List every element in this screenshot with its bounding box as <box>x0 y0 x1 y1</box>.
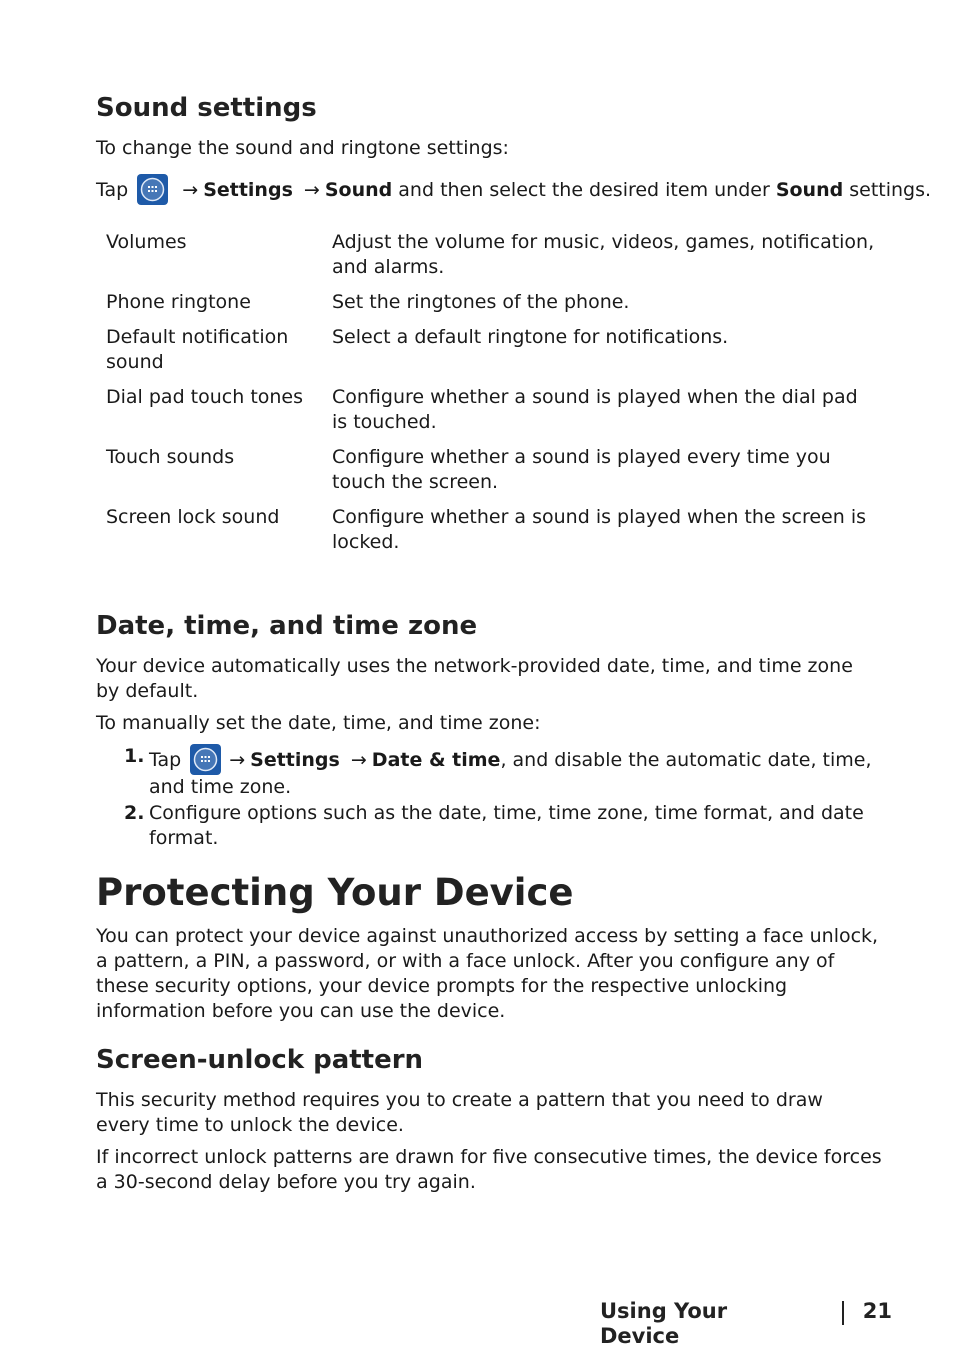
table-row <box>96 445 886 505</box>
instruction-end: settings. <box>849 179 932 201</box>
sound-bold-2: Sound <box>775 179 844 201</box>
row-label: Phone ringtone <box>106 291 251 313</box>
step-1-arrow-2: → <box>350 749 367 771</box>
sound-bold: Sound <box>324 179 393 201</box>
settings-bold: Settings <box>203 179 293 201</box>
step-1 <box>124 744 884 800</box>
table-row <box>96 385 886 445</box>
table-row <box>96 325 886 385</box>
row-label: Volumes <box>106 231 187 253</box>
footer-divider <box>842 1301 844 1325</box>
row-description: Adjust the volume for music, videos, games, notification, and alarms. <box>332 231 875 278</box>
step-1-target: Date & time <box>371 749 501 771</box>
apps-launcher-icon <box>190 744 221 775</box>
protect-heading: Protecting Your Device <box>96 871 574 914</box>
step-1-text <box>149 744 884 800</box>
row-label: Touch sounds <box>106 446 235 468</box>
sound-settings-table <box>96 230 886 565</box>
pattern-p1: This security method requires you to create a pattern that you need to draw every time to unlock the device. <box>96 1089 823 1136</box>
pattern-p2: If incorrect unlock patterns are drawn for five consecutive times, the device forces a 30-second delay before you try again. <box>96 1146 882 1193</box>
row-description: Configure whether a sound is played every time you touch the screen. <box>332 446 831 493</box>
step-1-settings: Settings <box>250 749 340 771</box>
datetime-p1: Your device automatically uses the network-provided date, time, and time zone by default. <box>96 655 853 702</box>
datetime-heading: Date, time, and time zone <box>96 611 478 641</box>
row-label: Dial pad touch tones <box>106 386 304 408</box>
row-description: Set the ringtones of the phone. <box>332 291 630 313</box>
protect-p1: You can protect your device against unauthorized access by setting a face unlock, a pattern, a PIN, a password, or with a face unlock. After you configure any of these security options, your device prompts for the respective unlocking information before you can use the device. <box>96 925 879 1022</box>
step-1-arrow-1: → <box>229 749 246 771</box>
apps-launcher-icon <box>137 174 168 205</box>
row-description: Configure whether a sound is played when the dial pad is touched. <box>332 386 858 433</box>
sound-instruction <box>96 174 931 205</box>
step-2-number: 2. <box>124 802 145 824</box>
footer-section-title: Using Your Device <box>600 1299 728 1348</box>
page-number: 21 <box>862 1299 892 1323</box>
row-description: Configure whether a sound is played when the screen is locked. <box>332 506 867 553</box>
table-row <box>96 230 886 290</box>
row-description: Select a default ringtone for notifications. <box>332 326 729 348</box>
table-row <box>96 505 886 565</box>
page-footer <box>600 1299 892 1348</box>
step-2-text: Configure options such as the date, time, time zone, time format, and date format. <box>149 802 864 849</box>
datetime-p2: To manually set the date, time, and time zone: <box>96 712 541 734</box>
sound-intro: To change the sound and ringtone settings: <box>96 137 509 159</box>
row-label: Screen lock sound <box>106 506 280 528</box>
sound-settings-heading: Sound settings <box>96 93 317 123</box>
pattern-heading: Screen-unlock pattern <box>96 1045 424 1075</box>
step-1-rest: , and disable the automatic date, time, and time zone. <box>149 749 872 798</box>
step-1-number: 1. <box>124 745 145 767</box>
tap-text: Tap <box>96 179 129 201</box>
step-1-tap: Tap <box>149 749 182 771</box>
table-row <box>96 290 886 325</box>
arrow-2: → <box>303 179 320 201</box>
step-2 <box>124 801 884 851</box>
row-label: Default notification sound <box>106 326 289 373</box>
arrow-1: → <box>182 179 199 201</box>
instruction-mid: and then select the desired item under <box>398 179 770 201</box>
